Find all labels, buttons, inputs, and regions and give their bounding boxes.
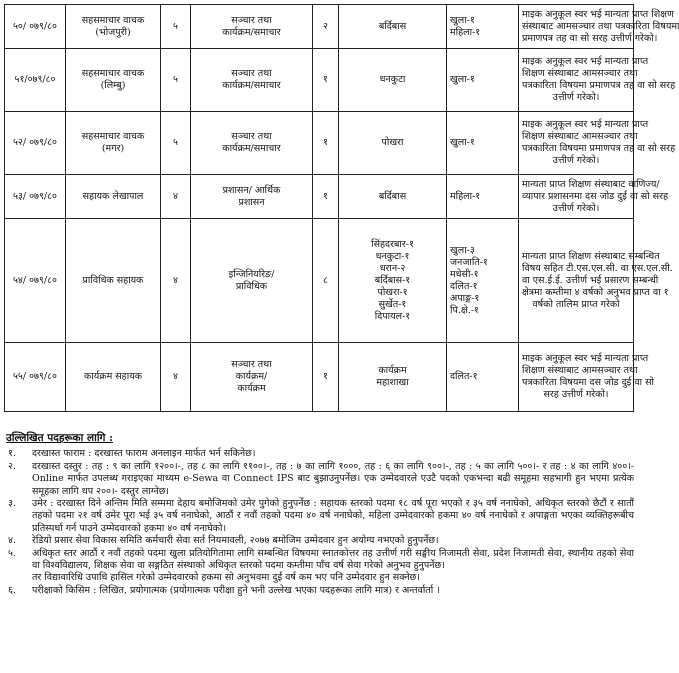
post-name-cell [66, 175, 161, 219]
qualification-line: व्यापार प्रशासनमा दस जोड दुई वा सो सरह [522, 190, 669, 202]
vacancy-count-cell: १ [313, 175, 339, 219]
post-name-line: कार्यक्रम सहायक [84, 371, 142, 382]
post-name-cell [66, 49, 161, 112]
post-name-cell [66, 112, 161, 175]
service-group-line: कार्यक्रम [237, 383, 266, 394]
post-name-line: (लिम्बु) [100, 80, 126, 91]
note-item [4, 585, 634, 597]
qualification-line: पत्रकारिता विषयमा प्रमाणपत्र तह वा सो सरह [522, 80, 676, 91]
level-cell: ५ [161, 112, 191, 175]
qualification-line: विषय सहित टी.एस.एल.सी. वा एस.एल.सी. [522, 262, 673, 274]
advert-number-cell: ५४/ ०७९/८० [5, 219, 66, 343]
post-name-line: सहायक लेखापाल [82, 190, 144, 202]
qualification-line: माइक अनुकूल स्वर भई मान्यता प्राप्त [522, 56, 649, 67]
service-group-line: इन्जिनियरिङ/ [228, 268, 275, 280]
vacancy-row [5, 343, 634, 412]
qualification-line: माइक अनुकूल स्वर भई मान्यता प्राप्त [522, 119, 649, 130]
qualification-line: मान्यता प्राप्त शिक्षण संस्थाबाट वाणिज्य/ [522, 178, 660, 190]
work-station-cell [339, 219, 447, 343]
note-item [4, 461, 634, 498]
notes-list [4, 448, 634, 597]
service-group-cell [191, 175, 313, 219]
note-item [4, 535, 634, 547]
post-name-line: प्राविधिक सहायक [82, 274, 144, 286]
post-name-cell [66, 219, 161, 343]
work-station-line: दिपायल-१ [374, 310, 411, 322]
vacancy-row [5, 175, 634, 219]
note-number: १. [8, 448, 16, 460]
work-station-cell [339, 5, 447, 49]
quota-line: खुला-१ [450, 137, 475, 148]
quota-cell [447, 219, 519, 343]
quota-line: खुला-३ [450, 244, 475, 256]
note-text: दरखास्त दस्तुर : तह : ९ का लागि १२००।-, तह ८ का लागि ११००।-, तह : ७ का लागि १०००, तह : ६ का लागि ९००।-, तह : ५ का लागि ५००।- र तह : ४ का लागि ४००।- Online मार्फत उपलब्ध गराइएका माध्यम e-Sewa वा Connect IPS बाट बुझाउनुपर्नेछ। एक उम्मेदवारले एउटै पदको एकभन्दा बढी समूहमा सहभागी हुन भएमा प्रत्येक समूहका लागि थप २००।- दस्तुर लाग्नेछ। [32, 460, 634, 497]
quota-line: महिला-१ [450, 26, 481, 38]
service-group-line: कार्यक्रम/समाचार [222, 80, 281, 91]
post-name-line: सहसमाचार वाचक [81, 14, 145, 26]
advert-number-cell: ५०/ ०७९/८० [5, 5, 66, 49]
qualification-cell [519, 175, 669, 219]
vacancy-table [4, 4, 679, 412]
work-station-line: सुर्खेत-१ [378, 298, 407, 310]
quota-cell [447, 112, 519, 175]
note-text: रेडियो प्रसार सेवा विकास समिति कर्मचारी सेवा सर्त नियमावली, २०७७ बमोजिम उम्मेदवार हुन अयोग्य नभएको हुनुपर्नेछ। [32, 535, 439, 547]
service-group-line: प्रशासन [238, 196, 265, 208]
note-number: ६. [8, 584, 16, 596]
qualification-line: क्षेत्रमा कम्तीमा ४ वर्षको अनुभव प्राप्त वा १ [522, 286, 669, 298]
advert-number-cell: ५२/ ०७९/८० [5, 112, 66, 175]
note-number: २. [8, 460, 16, 472]
qualification-cell [519, 219, 673, 343]
service-group-line: कार्यक्रम/समाचार [222, 143, 281, 154]
quota-cell [447, 49, 519, 112]
qualification-line: वा एस.ई.ई. उत्तीर्ण भई प्रसारण सम्बन्धी [522, 274, 659, 286]
note-number: ४. [8, 535, 16, 547]
work-station-line: धरान-२ [379, 262, 406, 274]
service-group-cell [191, 343, 313, 412]
post-name-cell [66, 343, 161, 412]
note-text: दरखास्त फाराम : दरखास्त फाराम अनलाइन मार्फत भर्न सकिनेछ। [32, 448, 256, 460]
vacancy-count-cell: २ [313, 5, 339, 49]
service-group-cell [191, 112, 313, 175]
qualification-cell [519, 49, 676, 112]
advert-number-cell: ५३/ ०७९/८० [5, 175, 66, 219]
level-cell: ४ [161, 175, 191, 219]
work-station-line: धनकुटा-१ [375, 250, 410, 262]
qualification-line: शिक्षण संस्थाबाट आमसञ्चार तथा [522, 131, 638, 142]
quota-line: खुला-१ [450, 74, 475, 85]
quota-line: दलित-१ [450, 371, 478, 382]
qualification-line: उत्तीर्ण गरेको। [552, 92, 600, 103]
work-station-cell [339, 49, 447, 112]
notes-section [4, 432, 634, 597]
note-number: ५. [8, 547, 16, 559]
level-cell: ४ [161, 343, 191, 412]
quota-line: जनजाति-१ [450, 256, 488, 268]
level-cell: ५ [161, 49, 191, 112]
work-station-line: पोखरा-१ [377, 286, 408, 298]
qualification-line: पत्रकारिता विषयमा दस जोड दुई वा सो [522, 377, 655, 388]
post-name-cell [66, 5, 161, 49]
note-number: ३. [8, 498, 16, 510]
work-station-line: धनकुटा [379, 74, 406, 85]
note-text: उमेर : दरखास्त दिने अन्तिम मिति सम्ममा देहाय बमोजिमको उमेर पुगेको हुनुपर्नेछ : सहायक स्तरको पदमा १८ वर्ष पूरा भएको र ३५ वर्ष ननाघेको, अधिकृत स्तरको छैटौं र सातौं तहको पदमा २१ वर्ष उमेर पूरा भई ३५ वर्ष ननाघेको, आठौं र नवौं तहको पदमा ४० वर्ष ननाघेको, महिला उम्मेदवारको हकमा ४० वर्ष ननाघेको र अपाङ्गता भएका व्यक्तिहरूबीच प्रतिस्पर्धा गर्न पाउने उम्मेदवारको हकमा ४० वर्ष ननाघेको। [32, 498, 634, 534]
qualification-line: संस्थाबाट आमसञ्चार तथा पत्रकारिता विषयमा [522, 20, 679, 32]
work-station-line: कार्यक्रम [378, 365, 407, 376]
service-group-line: सञ्चार तथा [231, 359, 272, 370]
service-group-line: प्राविधिक [235, 280, 268, 292]
quota-line: दलित-१ [450, 280, 478, 292]
qualification-line: शिक्षण संस्थाबाट आमसञ्चार तथा [522, 365, 638, 376]
work-station-line: बर्दिबास [378, 20, 407, 32]
qualification-line: उत्तीर्ण गरेको। [552, 155, 600, 166]
service-group-line: सञ्चार तथा [231, 14, 272, 26]
work-station-cell [339, 343, 447, 412]
work-station-line: महाशाखा [376, 377, 409, 388]
service-group-cell [191, 49, 313, 112]
vacancy-row [5, 112, 634, 175]
quota-cell [447, 5, 519, 49]
note-item [4, 498, 634, 535]
work-station-line: पोखरा [381, 137, 404, 148]
qualification-cell [519, 343, 655, 412]
qualification-line: उत्तीर्ण गरेको। [552, 202, 600, 214]
qualification-line: माइक अनुकूल स्वर भई मान्यता प्राप्त शिक्षण [522, 8, 674, 20]
quota-line: पि.क्षे.-१ [450, 304, 479, 316]
vacancy-row [5, 5, 634, 49]
note-item [4, 572, 634, 584]
vacancy-row [5, 49, 634, 112]
work-station-line: बर्दिबास-१ [374, 274, 411, 286]
note-item [4, 448, 634, 460]
note-text: अधिकृत स्तर आठौं र नवौं तहको पदमा खुला प्रतियोगितामा लागि सम्बन्धित विषयमा स्नातकोत्तर तह उत्तीर्ण गरी सङ्घीय निजामती सेवा, प्रदेश निजामती सेवा, स्थानीय तहको सेवा वा विश्वविद्यालय, शिक्षक सेवा वा सङ्गठित संस्थाको अधिकृत स्तरको पदमा कम्तीमा पाँच वर्ष सेवा गरेको अनुभव हुनुपर्नेछ। [32, 547, 634, 572]
vacancy-count-cell: ८ [313, 219, 339, 343]
quota-line: मधेसी-१ [450, 268, 479, 280]
advert-number-cell: ५१/०७९/८० [5, 49, 66, 112]
quota-line: महिला-१ [450, 190, 481, 202]
level-cell: ५ [161, 5, 191, 49]
note-text: परीक्षाको किसिम : लिखित, प्रयोगात्मक (प्रयोगात्मक परीक्षा हुने भनी उल्लेख भएका पदहरूका लागि मात्र) र अन्तर्वार्ता । [32, 584, 440, 596]
service-group-line: कार्यक्रम/समाचार [222, 26, 281, 38]
qualification-line: शिक्षण संस्थाबाट आमसञ्चार तथा [522, 68, 638, 79]
qualification-cell [519, 5, 679, 49]
qualification-line: माइक अनुकूल स्वर भई मान्यता प्राप्त [522, 353, 649, 364]
note-item [4, 548, 634, 573]
service-group-cell [191, 219, 313, 343]
qualification-line: पत्रकारिता विषयमा प्रमाणपत्र तह वा सो सरह [522, 143, 676, 154]
quota-cell [447, 175, 519, 219]
qualification-line: मान्यता प्राप्त शिक्षण संस्थाबाट सम्बन्धित [522, 250, 660, 262]
quota-line: खुला-१ [450, 14, 475, 26]
vacancy-count-cell: १ [313, 49, 339, 112]
qualification-line: प्रमाणपत्र तह वा सो सरह उत्तीर्ण गरेको। [522, 32, 658, 44]
service-group-line: कार्यक्रम/ [235, 371, 268, 382]
advert-number-cell: ५५/ ०७९/८० [5, 343, 66, 412]
work-station-line: सिंहदरबार-१ [371, 238, 414, 250]
post-name-line: सहसमाचार वाचक [81, 131, 145, 142]
qualification-line: सरह उत्तीर्ण गरेको। [543, 389, 609, 400]
work-station-cell [339, 175, 447, 219]
vacancy-count-cell: १ [313, 112, 339, 175]
work-station-cell [339, 112, 447, 175]
vacancy-count-cell: १ [313, 343, 339, 412]
service-group-line: सञ्चार तथा [231, 68, 272, 79]
work-station-line: बर्दिबास [378, 190, 407, 202]
quota-line: अपाङ्ग-१ [450, 292, 480, 304]
vacancy-row [5, 219, 634, 343]
note-text: तर विद्यावारिधि उपाधि हासिल गरेको उम्मेदवारको हकमा सो अनुभवमा दुई वर्ष कम भए पनि उम्मेदवार हुन सक्नेछ। [32, 572, 420, 584]
service-group-line: सञ्चार तथा [231, 131, 272, 142]
post-name-line: (भोजपुरी) [95, 26, 131, 38]
post-name-line: (मगर) [101, 143, 125, 154]
qualification-line: वर्षको तालिम प्राप्त गरेको [532, 298, 620, 310]
service-group-line: प्रशासन/ आर्थिक [222, 184, 281, 196]
notes-heading: उल्लिखित पदहरूका लागि : [6, 432, 113, 444]
level-cell: ४ [161, 219, 191, 343]
post-name-line: सहसमाचार वाचक [81, 68, 145, 79]
service-group-cell [191, 5, 313, 49]
quota-cell [447, 343, 519, 412]
qualification-cell [519, 112, 676, 175]
